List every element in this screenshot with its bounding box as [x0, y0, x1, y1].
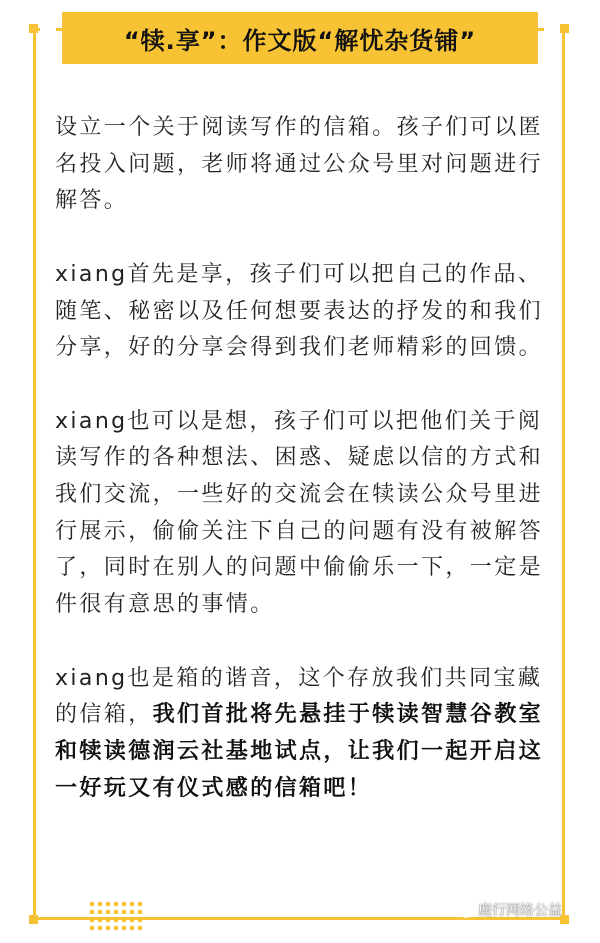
- paragraph-box: [55, 661, 550, 808]
- paragraph-share-text: xiang首先是享，孩子们可以把自己的作品、随笔、秘密以及任何想要表达的抒发的和我们分享，好的分享会得到我们老师精彩的回馈。: [55, 261, 544, 361]
- wechat-icon: [452, 901, 474, 919]
- paragraph-think: [55, 404, 550, 624]
- title-banner: [62, 12, 538, 64]
- frame-corner-top-right: [560, 24, 569, 33]
- paragraph-intro: [55, 110, 550, 220]
- article-body: [55, 110, 550, 844]
- paragraph-intro-text: 设立一个关于阅读写作的信箱。孩子们可以匿名投入问题，老师将通过公众号里对问题进行解答。: [55, 115, 544, 214]
- decorative-dots: [88, 900, 144, 932]
- paragraph-think-text: xiang也可以是想，孩子们可以把他们关于阅读写作的各种想法、困惑、疑虑以信的方式和我们交流，一些好的交流会在犊读公众号里进行展示，偷偷关注下自己的问题有没有被解答了，同时在别人的问题中偷偷乐一下，一定是件很有意思的事情。: [55, 408, 544, 618]
- paragraph-box-text: xiang也是箱的谐音，这个存放我们共同宝藏的信箱，: [55, 665, 543, 728]
- watermark-text: 鹿行网络公益: [478, 903, 562, 919]
- paragraph-share: [55, 257, 550, 367]
- watermark: [452, 900, 562, 920]
- frame-corner-top-left: [29, 24, 38, 33]
- page-title: “犊.享”：作文版“解忧杂货铺”: [123, 26, 477, 55]
- paragraph-box-bold-text: 我们首批将先悬挂于犊读智慧谷教室和犊读德润云社基地试点，让我们一起开启这一好玩又有仪式感的信箱吧！: [55, 702, 544, 801]
- frame-corner-bottom-left: [29, 915, 38, 924]
